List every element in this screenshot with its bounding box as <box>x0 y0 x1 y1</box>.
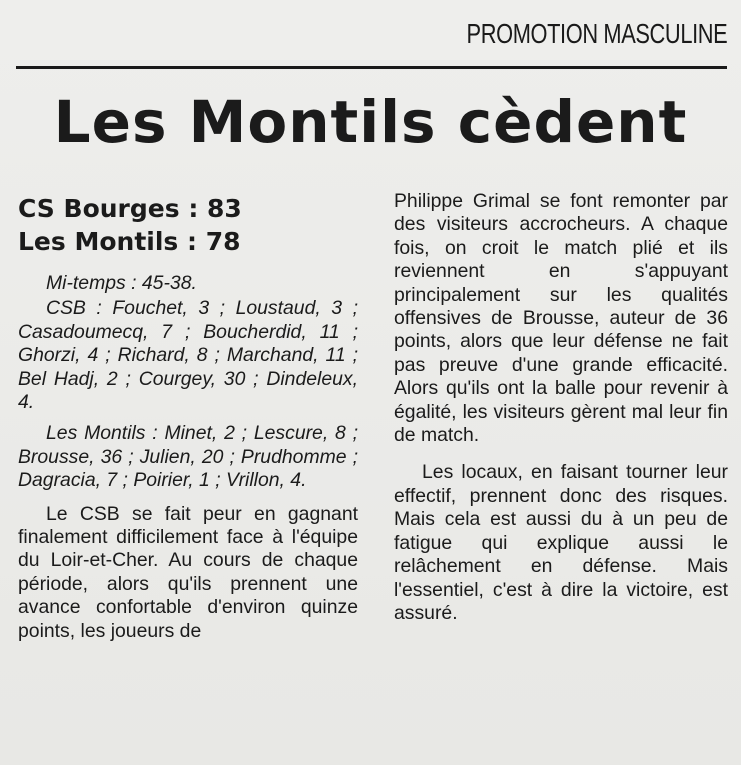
body-paragraph-right-1: Philippe Grimal se font remonter par des visiteurs accrocheurs. A chaque fois, on croit le match plié et ils reviennent en s'appuyant principalement sur les qualités offensives de Brousse, auteur de 36 points, alors que leur défense ne fait pas preuve d'une grande efficacité. Alors qu'ils ont la balle pour revenir à égalité, les visiteurs gèrent mal leur fin de match. <box>394 190 728 447</box>
column-right <box>394 190 728 625</box>
score-cs-bourges: CS Bourges : 83 <box>18 194 242 223</box>
body-paragraph-right-2: Les locaux, en faisant tourner leur effectif, prennent donc des risques. Mais cela est aussi du à un peu de fatigue qui explique aussi le relâchement en défense. Mais l'essentiel, c'est à dire la victoire, est assuré. <box>394 461 728 624</box>
section-rubric: PROMOTION MASCULINE <box>466 18 727 49</box>
halftime-score: Mi-temps : 45-38. <box>46 272 197 294</box>
column-left <box>18 192 358 643</box>
headline: Les Montils cèdent <box>53 88 688 156</box>
lineup-les-montils: Les Montils : Minet, 2 ; Lescure, 8 ; Brousse, 36 ; Julien, 20 ; Prudhomme ; Dagracia, 7 ; Poirier, 1 ; Vrillon, 4. <box>18 422 358 492</box>
body-paragraph-left: Le CSB se fait peur en gagnant finalement difficilement face à l'équipe du Loir-et-Cher. Au cours de chaque période, alors qu'ils prennent une avance confortable d'environ quinze points, les joueurs de <box>18 502 358 642</box>
rubric-rule <box>16 66 727 69</box>
score-les-montils: Les Montils : 78 <box>18 227 241 256</box>
lineup-csb: CSB : Fouchet, 3 ; Loustaud, 3 ; Casadoumecq, 7 ; Boucherdid, 11 ; Ghorzi, 4 ; Richard, 8 ; Marchand, 11 ; Bel Hadj, 2 ; Courgey, 30 ; Dindeleux, 4. <box>18 297 358 414</box>
